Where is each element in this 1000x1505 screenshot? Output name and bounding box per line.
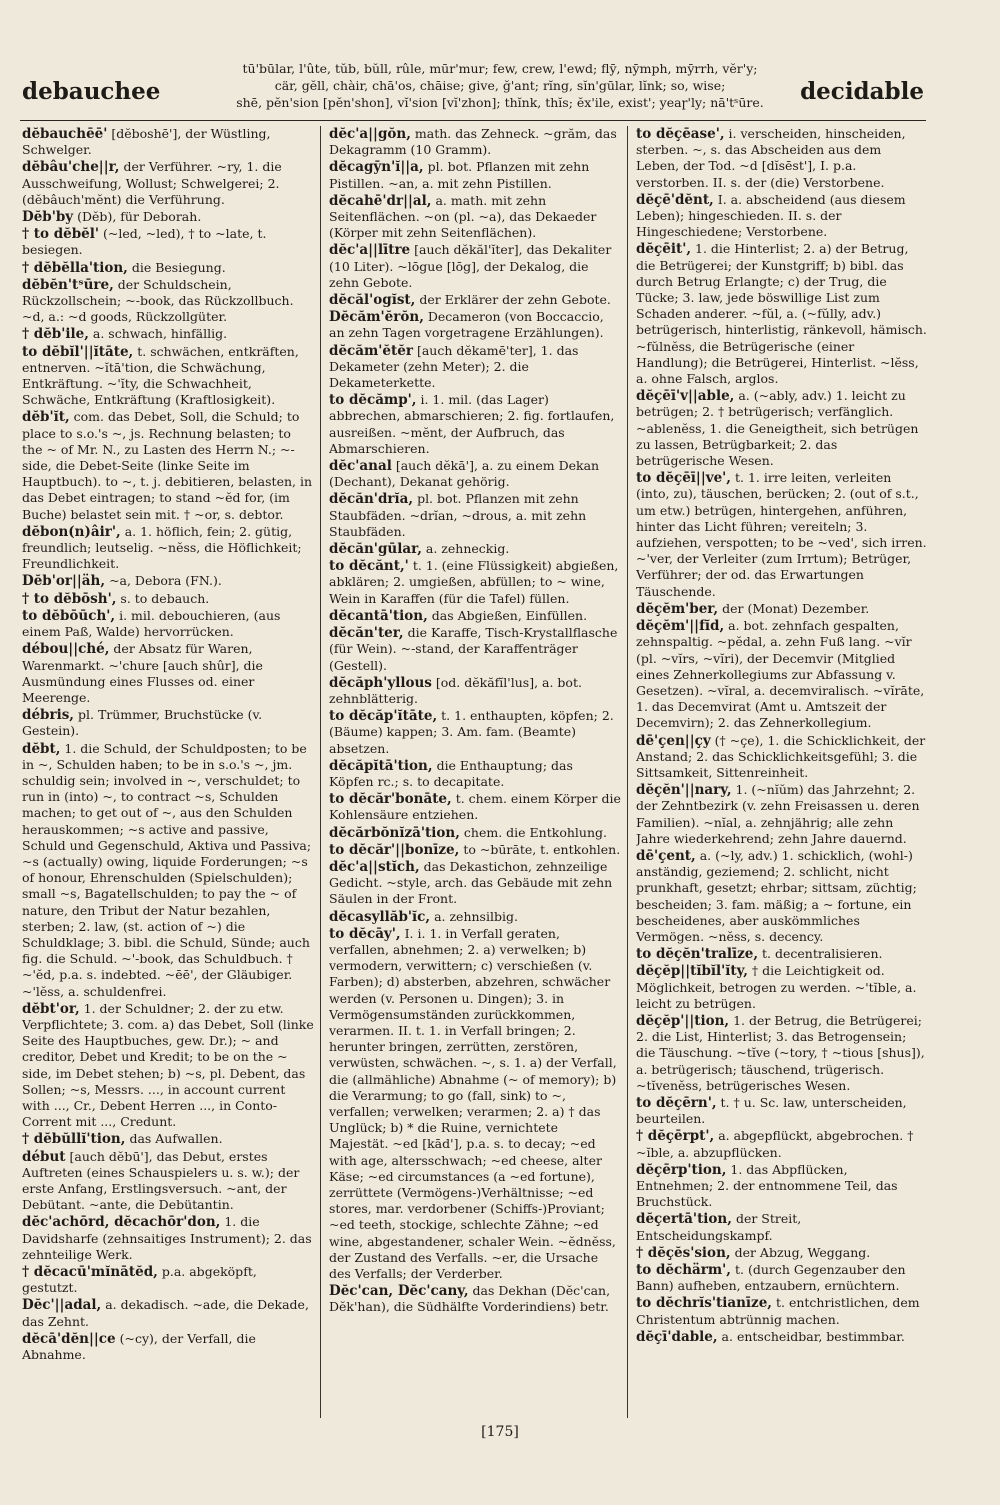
dictionary-entry <box>22 591 314 607</box>
dictionary-entry <box>22 260 314 276</box>
dictionary-entry <box>329 758 621 790</box>
dictionary-entry <box>329 842 621 858</box>
entry-headword: dĕçē'dĕnt, <box>636 191 714 208</box>
entry-definition: pl. Trümmer, Bruchstücke (v. Gestein). <box>22 707 263 739</box>
dictionary-entry <box>329 242 621 291</box>
dictionary-entry <box>636 1262 928 1294</box>
dictionary-entry <box>329 675 621 707</box>
entry-headword: dĕcăn'drĭa, <box>329 491 414 508</box>
dictionary-entry <box>22 1214 314 1263</box>
entry-headword: dĕcagȳn'ĭ||a, <box>329 159 424 176</box>
entry-headword: to dĕcăr'||bonīze, <box>329 841 460 858</box>
entry-headword: dĕçĕp'||tion, <box>636 1012 730 1029</box>
column-3 <box>636 126 928 1426</box>
dictionary-entry <box>22 159 314 208</box>
entry-definition: a. bot. zehnfach gespalten, zehnspaltig. ~pĕdal, a. zehn Fuß lang. ~vĭr (pl. ~vĭrs, ~vĭri), der Decemvir (Mitglied eines Zehnerkollegiums zur Abfassung v. Gesetzen). ~vĭral, a. decemviralisch. ~vĭrāte, 1. das Decemvirat (Amt u. Amtszeit der Decemvirn); 2. das Zehnerkollegium. <box>636 618 925 731</box>
dictionary-entry <box>22 707 314 739</box>
entry-headword: dĕbâu'che||r, <box>22 159 120 176</box>
entry-definition: der Streit, Entscheidungskampf. <box>636 1211 802 1243</box>
entry-definition: [dĕboshē'], der Wüstling, Schwelger. <box>22 126 271 158</box>
entry-headword: débou||ché, <box>22 641 110 658</box>
dictionary-entry <box>329 541 621 557</box>
entry-definition: chem. die Entkohlung. <box>463 824 607 840</box>
entry-headword: Dĕc'can, Dĕc'cany, <box>329 1283 469 1300</box>
dictionary-entry <box>22 277 314 326</box>
dictionary-entry <box>22 608 314 640</box>
entry-headword: dĕbauchēē' <box>22 126 108 142</box>
entry-definition: [od. dĕkăfĭl'lus], a. bot. zehnblätterig. <box>329 674 582 706</box>
entry-headword: dĕcantā'tion, <box>329 607 428 624</box>
dictionary-entry <box>329 292 621 308</box>
entry-headword: début <box>22 1148 66 1165</box>
column-divider <box>627 126 628 1418</box>
dictionary-entry <box>636 601 928 617</box>
entry-definition: t. † u. Sc. law, unterscheiden, beurteilen. <box>636 1094 907 1127</box>
entry-definition: t. (durch Gegenzauber den Bann) aufheben, entzaubern, ernüchtern. <box>636 1262 906 1294</box>
entry-headword: dĕc'achōrd, dĕcachōr'don, <box>22 1214 221 1231</box>
column-2 <box>329 126 621 1426</box>
pronunciation-key-line: cär, gĕll, chàir, chā'os, chāise; give, ğ'ant; rĭng, sĭn'gūlar, lĭnk; so, wise; <box>274 78 726 93</box>
dictionary-entry <box>636 963 928 1012</box>
dictionary-entry <box>329 491 621 540</box>
entry-headword: to dĕçēase', <box>636 126 725 142</box>
entry-definition: die Karaffe, Tisch-Krystallflasche (für Wein). ~-stand, der Karaffenträger (Gestell). <box>329 625 618 673</box>
dictionary-entry <box>329 159 621 191</box>
entry-definition: t. chem. einem Körper die Kohlensäure entziehen. <box>329 791 621 823</box>
entry-definition: ~a, Debora (FN.). <box>109 573 222 589</box>
entry-definition: s. to debauch. <box>120 590 210 606</box>
entry-definition: t. schwächen, entkräften, entnerven. ~ĭtā'tion, die Schwächung, Entkräftung. ~'ĭty, die Schwachheit, Schwäche, Entkräftung (Kraftlosigkeit). <box>22 343 299 408</box>
dictionary-entry <box>636 241 928 387</box>
entry-definition: a. zehnsilbig. <box>434 908 518 924</box>
entry-headword: to dĕçĕn'tralīze, <box>636 946 759 963</box>
pronunciation-key-line: tū'būlar, l'ûte, tŭb, bŭll, rûle, mūr'mur; few, crew, l'ewd; flȳ, nȳmph, mȳrrh, vĕr'y; <box>242 61 758 76</box>
entry-definition: der (Monat) Dezember. <box>722 600 870 616</box>
entry-headword: † dĕbŭllĭ'tion, <box>22 1131 126 1148</box>
dictionary-entry <box>22 524 314 573</box>
entry-headword: dĕcăn'gūlar, <box>329 541 422 558</box>
entry-definition: math. das Zehneck. ~grăm, das Dekagramm (10 Gramm). <box>329 126 617 158</box>
entry-definition: (Dĕb), für Deborah. <box>77 209 202 225</box>
entry-definition: i. verscheiden, hinscheiden, sterben. ~, s. das Abscheiden aus dem Leben, der Tod. ~d [dĭsēst'], I. p.a. verstorben. II. s. der (die) Verstorbene. <box>636 126 906 190</box>
dictionary-entry <box>22 641 314 706</box>
entry-definition: 1. der Schuldner; 2. der zu etw. Verpflichtete; 3. com. a) das Debet, Soll (linke Seite des Hauptbuches, gew. Dr.); ~ and creditor, Debet und Kredit; to be on the ~ side, im Debet stehen; b) ~s, pl. Debent, das Sollen; ~s, Messrs. ..., in account current with ..., Cr., Debent Herren ..., in Conto-Corrent mit ..., Credunt. <box>22 1000 314 1130</box>
entry-headword: dĕçī'dable, <box>636 1328 718 1345</box>
entry-definition: p.a. abgeköpft, gestutzt. <box>22 1264 257 1296</box>
dictionary-entry <box>329 309 621 341</box>
entry-definition: a. (~ly, adv.) 1. schicklich, (wohl-) anständig, geziemend; 2. schlicht, nicht prunkhaft, gesetzt; ehrbar; sittsam, züchtig; bescheiden; 3. fam. mäßig; a ~ fortune, ein bescheidenes, aber auskömmliches Vermögen. ~nĕss, s. decency. <box>636 847 917 944</box>
dictionary-entry <box>329 608 621 624</box>
entry-headword: dĕb'ĭt, <box>22 409 70 426</box>
entry-headword: dĕcărbŏnĭzā'tion, <box>329 824 460 841</box>
dictionary-entry <box>636 126 928 191</box>
page-number: [175] <box>481 1424 519 1440</box>
dictionary-entry <box>636 782 928 847</box>
dictionary-entry <box>636 1095 928 1127</box>
entry-definition: t. entchristlichen, dem Christentum abtrünnig machen. <box>636 1295 920 1327</box>
entry-definition: [auch dĕkamē'ter], 1. das Dekameter (zehn Meter); 2. die Dekameterkette. <box>329 342 579 391</box>
entry-headword: dĕçērp'tion, <box>636 1161 727 1178</box>
entry-definition: a. zehneckig. <box>425 541 510 557</box>
entry-definition: [auch dĕkăl'ĭter], das Dekaliter (10 Liter). ~lōgue [lōg], der Dekalog, die zehn Gebote. <box>329 242 612 290</box>
dictionary-entry <box>329 558 621 607</box>
entry-headword: dĕcăpĭtā'tion, <box>329 757 433 774</box>
dictionary-entry <box>329 909 621 925</box>
entry-headword: dĕçĕm'||fĭd, <box>636 618 725 635</box>
entry-definition: 1. (~nĭŭm) das Jahrzehnt; 2. der Zehntbezirk (v. zehn Freisassen u. deren Familien). ~nĭal, a. zehnjährig; alle zehn Jahre wiederkehrend; zehn Jahre dauernd. <box>636 782 920 846</box>
entry-definition: der Abzug, Weggang. <box>734 1244 871 1260</box>
entry-headword: dĕcā'dĕn||ce <box>22 1330 116 1347</box>
dictionary-entry <box>636 470 928 600</box>
entry-definition: a. 1. höflich, fein; 2. gütig, freundlich; leutselig. ~nĕss, die Höflichkeit; Freundlichkeit. <box>22 523 302 572</box>
dictionary-entry <box>22 409 314 522</box>
entry-definition: to ~būrāte, t. entkohlen. <box>463 841 621 857</box>
entry-headword: dĕc'a||stĭch, <box>329 858 420 875</box>
entry-headword: dĕbĕn'tˢūre, <box>22 276 114 293</box>
entry-definition: die Enthauptung; das Köpfen rc.; s. to decapitate. <box>329 757 573 789</box>
dictionary-entry <box>329 458 621 490</box>
entry-headword: dĕcăn'ter, <box>329 625 404 642</box>
entry-definition: t. decentralisieren. <box>762 946 883 962</box>
entry-definition: der Schuldschein, Rückzollschein; ~-book, das Rückzollbuch. ~d, a.: ~d goods, Rückzollgüter. <box>22 276 294 325</box>
dictionary-entry <box>329 126 621 158</box>
entry-definition: i. mil. debouchieren, (aus einem Paß, Walde) hervorrücken. <box>22 607 281 640</box>
entry-headword: dĕbt'or, <box>22 1000 80 1017</box>
entry-headword: dĕçertā'tion, <box>636 1211 732 1228</box>
dictionary-entry <box>329 392 621 457</box>
entry-definition: der Absatz für Waren, Warenmarkt. ~'chure [auch shûr], die Ausmündung eines Flusses od. einer Meerenge. <box>22 641 263 705</box>
dictionary-entry <box>329 859 621 908</box>
dictionary-entry <box>636 192 928 241</box>
dictionary-entry <box>22 226 314 258</box>
entry-headword: dē'çen||çy <box>636 732 711 749</box>
entry-definition: † die Leichtigkeit od. Möglichkeit, betrogen zu werden. ~'tĭble, a. leicht zu betrügen. <box>636 963 917 1011</box>
entry-definition: 1. die Schuld, der Schuldposten; to be in ~, Schulden haben; to be in s.o.'s ~, jm. schuldig sein; involved in ~, verschuldet; to run in (into) ~, to contract ~s, Schulden machen; to get out of ~, aus den Schulden herauskommen; ~s active and passive, Schuld und Gegenschuld, Aktiva und Passiva; ~s (actually) owing, liquide Forderungen; ~s of honour, Ehrenschulden (Spielschulden); small ~s, Bagatellschulden; to pay the ~ of nature, den Tribut der Natur bezahlen, sterben; 2. law, (st. action of ~) die Schuldklage; 3. bibl. die Schuld, Sünde; auch fig. die Schuld. ~'-book, das Schuldbuch. † ~'ĕd, p.a. s. indebted. ~ēē', der Gläubiger. ~'lĕss, a. schuldenfrei. <box>22 740 312 999</box>
entry-definition: der Verführer. ~ry, 1. die Ausschweifung, Wollust; Schwelgerei; 2. (dĕbâuch'mĕnt) die Verführung. <box>22 159 282 207</box>
dictionary-entry <box>22 573 314 589</box>
entry-headword: to dĕçērn', <box>636 1094 717 1111</box>
dictionary-entry <box>636 946 928 962</box>
entry-headword: to dĕcăr'bonāte, <box>329 791 452 808</box>
entry-definition: com. das Debet, Soll, die Schuld; to place to s.o.'s ~, js. Rechnung belasten; to the ~ of Mr. N., zu Lasten des Herrn N.; ~-side, die Debet-Seite (linke Seite im Hauptbuch). to ~, t. j. debitieren, belasten, in das Debet eintragen; to stand ~ĕd for, (im Buche) belastet sein mit. † ~or, s. debtor. <box>22 409 313 522</box>
entry-headword: dĕcăph'yllous <box>329 674 432 691</box>
dictionary-entry <box>636 1295 928 1327</box>
entry-definition: die Besiegung. <box>131 259 226 275</box>
entry-headword: † dĕçērpt', <box>636 1128 715 1145</box>
dictionary-entry <box>329 708 621 757</box>
entry-headword: to dĕchärm', <box>636 1262 731 1279</box>
dictionary-entry <box>22 1131 314 1147</box>
dictionary-entry <box>329 625 621 674</box>
entry-definition: Decameron (von Boccaccio, an zehn Tagen vorgetragene Erzählungen). <box>329 309 604 341</box>
dictionary-entry <box>636 848 928 945</box>
dictionary-entry <box>22 126 314 158</box>
entry-definition: I. i. 1. in Verfall geraten, verfallen, abnehmen; 2. a) verwelken; b) vermodern, verwittern; c) verschießen (v. Farben); d) absterben, abzehren, schwächer werden (v. Personen u. Dingen); 3. in Vermögensumständen zurückkommen, verarmen. II. t. 1. in Verfall bringen; 2. herunter bringen, zerrütten, zerstören, verwüsten, schwächen. ~, s. 1. a) der Verfall, die (allmähliche) Abnahme (~ of memory); b) die Verarmung; to go (fall, sink) to ~, verfallen; verwelken; verarmen; 2. a) † das Unglück; b) * die Ruine, vernichtete Majestät. ~ed [kād'], p.a. s. to decay; ~ed with age, altersschwach; ~ed cheese, alter Käse; ~ed circumstances (a ~ed fortune), zerrüttete (Vermögens-)Verhältnisse; ~ed stores, mar. verdorbener (Schiffs-)Proviant; ~ed teeth, stockige, schlechte Zähne; ~ed wine, abgestandener, schaler Wein. ~ĕdnĕss, der Zustand des Verfalls. ~er, die Ursache des Verfalls; der Verderber. <box>329 925 617 1282</box>
dictionary-entry <box>636 618 928 731</box>
entry-definition: i. 1. mil. (das Lager) abbrechen, abmarschieren; 2. fig. fortlaufen, ausreißen. ~mĕnt, der Aufbruch, das Abmarschieren. <box>329 392 615 456</box>
entry-definition: t. 1. enthaupten, köpfen; 2. (Bäume) kappen; 3. Am. fam. (Beamte) absetzen. <box>329 708 614 756</box>
entry-headword: † dĕb'ile, <box>22 326 89 343</box>
entry-headword: dĕc'anal <box>329 458 392 475</box>
entry-headword: to dĕçēī||ve', <box>636 470 731 487</box>
dictionary-entry <box>22 741 314 1000</box>
entry-headword: dĕc'a||lītre <box>329 242 411 259</box>
entry-definition: 1. die Davidsharfe (zehnsaitiges Instrument); 2. das zehnteilige Werk. <box>22 1214 312 1262</box>
dictionary-entry <box>22 1264 314 1296</box>
entry-headword: to dĕcănt,' <box>329 558 409 575</box>
dictionary-entry <box>329 193 621 242</box>
dictionary-entry <box>22 344 314 409</box>
running-head-left: debauchee <box>22 78 161 105</box>
pronunciation-key <box>200 60 800 111</box>
entry-definition: a. entscheidbar, bestimmbar. <box>721 1328 905 1344</box>
entry-headword: dĕçĕn'||nary, <box>636 782 732 799</box>
entry-definition: das Dekastichon, zehnzeilige Gedicht. ~style, arch. das Gebäude mit zehn Säulen in der Front. <box>329 858 613 907</box>
pronunciation-key-line: shē, pĕn'sion [pĕn'shon], vĭ'sion [vĭ'zhon]; thĭnk, thĭs; ĕx'ile, exist'; yeaɼ'ly; nā'tˢūre. <box>236 95 764 110</box>
header-rule <box>20 120 926 121</box>
entry-headword: dĕçēī'v||able, <box>636 388 735 405</box>
column-divider <box>320 126 321 1418</box>
dictionary-entry <box>636 1162 928 1211</box>
entry-headword: † dĕbĕlla'tion, <box>22 259 128 276</box>
entry-headword: dĕbon(n)âir', <box>22 523 121 540</box>
entry-headword: to dĕcāy', <box>329 925 401 942</box>
entry-headword: † dĕçĕs'sion, <box>636 1244 731 1261</box>
dictionary-entry <box>22 209 314 225</box>
entry-definition: a. abgepflückt, abgebrochen. † ~ĭble, a. abzupflücken. <box>636 1128 914 1160</box>
dictionary-entry <box>22 1149 314 1214</box>
entry-headword: Dĕb'by <box>22 209 74 226</box>
entry-definition: I. a. abscheidend (aus diesem Leben); hingeschieden. II. s. der Hingeschiedene; Verstorbene. <box>636 191 906 240</box>
entry-headword: dĕc'a||gŏn, <box>329 126 411 142</box>
entry-headword: to dĕcămp', <box>329 392 417 409</box>
dictionary-entry <box>329 825 621 841</box>
entry-definition: das Aufwallen. <box>129 1131 223 1147</box>
entry-headword: to dĕbōūch', <box>22 607 116 624</box>
dictionary-entry <box>329 343 621 392</box>
dictionary-entry <box>329 791 621 823</box>
entry-headword: dĕcăl'ogĭst, <box>329 292 416 309</box>
column-1 <box>22 126 314 1426</box>
dictionary-entry <box>22 1001 314 1131</box>
dictionary-entry <box>636 1245 928 1261</box>
entry-definition: (~led, ~led), † to ~late, t. besiegen. <box>22 226 267 258</box>
entry-definition: das Abgießen, Einfüllen. <box>431 607 588 623</box>
dictionary-entry <box>329 1283 621 1315</box>
entry-headword: dē'çent, <box>636 847 696 864</box>
entry-headword: Dĕcăm'ĕrŏn, <box>329 309 424 326</box>
entry-headword: † to dĕbōsh', <box>22 590 117 607</box>
dictionary-entry <box>636 1211 928 1243</box>
entry-headword: to dĕchrĭs'tianīze, <box>636 1295 772 1312</box>
entry-definition: 1. die Hinterlist; 2. a) der Betrug, die Betrügerei; der Kunstgriff; b) bibl. das durch Betrug Erlangte; c) der Trug, die Tücke; 3. law, jede böswillige List zum Schaden anderer. ~fŭl, a. (~fŭlly, adv.) betrügerisch, hinterlistig, ränkevoll, hämisch. ~fŭlnĕss, die Betrügerische (einer Handlung); die Betrügerei, Hinterlist. ~lĕss, a. ohne Falsch, arglos. <box>636 241 927 387</box>
entry-definition: der Erklärer der zehn Gebote. <box>419 292 611 308</box>
dictionary-entry <box>636 733 928 782</box>
entry-definition: 1. der Betrug, die Betrügerei; 2. die List, Hinterlist; 3. das Betrogensein; die Täuschung. ~tĭve (~tory, † ~tious [shus]), a. betrügerisch; täuschend, trügerisch. ~tĭvenĕss, betrügerisches Wesen. <box>636 1012 925 1093</box>
entry-definition: pl. bot. Pflanzen mit zehn Staubfäden. ~drĭan, ~drous, a. mit zehn Staubfäden. <box>329 491 587 539</box>
entry-definition: (~cy), der Verfall, die Abnahme. <box>22 1330 256 1363</box>
dictionary-entry <box>636 388 928 469</box>
dictionary-entry <box>22 326 314 342</box>
entry-headword: dĕçĕp||tĭbĭl'ĭty, <box>636 963 748 980</box>
entry-definition: († ~çe), 1. die Schicklichkeit, der Anstand; 2. das Schicklichkeitsgefühl; 3. die Sittsamkeit, Sittenreinheit. <box>636 732 926 780</box>
dictionary-entry <box>636 1013 928 1094</box>
entry-headword: Dĕc'||adal, <box>22 1297 102 1314</box>
entry-definition: a. (~ably, adv.) 1. leicht zu betrügen; 2. † betrügerisch; verfänglich. ~ablenĕss, 1. die Geneigtheit, sich betrügen zu lassen, Betrügbarkeit; 2. das betrügerische Wesen. <box>636 388 919 469</box>
entry-definition: a. schwach, hinfällig. <box>92 326 228 342</box>
entry-headword: to dĕcăp'ĭtāte, <box>329 708 438 725</box>
entry-headword: to dĕbĭl'||ĭtāte, <box>22 343 134 360</box>
entry-definition: t. 1. (eine Flüssigkeit) abgießen, abklären; 2. umgießen, abfüllen; to ~ wine, Wein in Karaffen (für die Tafel) füllen. <box>329 558 619 606</box>
entry-definition: a. math. mit zehn Seitenflächen. ~on (pl. ~a), das Dekaeder (Körper mit zehn Seitenflächen). <box>329 192 597 241</box>
dictionary-entry <box>636 1329 928 1345</box>
entry-definition: a. dekadisch. ~ade, die Dekade, das Zehnt. <box>22 1297 309 1329</box>
entry-headword: dĕçēit', <box>636 241 692 258</box>
entry-headword: dĕbt, <box>22 740 61 757</box>
entry-headword: dĕcasyllăb'ĭc, <box>329 908 431 925</box>
running-head-right: decidable <box>800 78 924 105</box>
entry-definition: [auch dĕbū'], das Debut, erstes Auftreten (eines Schauspielers u. s. w.); der erste Anfang, Erstlingsversuch. ~ant, der Debütant. ~ante, die Debütantin. <box>22 1148 300 1213</box>
entry-definition: pl. bot. Pflanzen mit zehn Pistillen. ~an, a. mit zehn Pistillen. <box>329 159 590 191</box>
entry-headword: débris, <box>22 707 75 724</box>
dictionary-entry <box>22 1331 314 1363</box>
dictionary-entry <box>636 1128 928 1160</box>
entry-definition: das Dekhan (Dĕc'can, Dĕk'han), die Südhälfte Vorderindiens) betr. <box>329 1283 611 1315</box>
entry-definition: [auch dĕkā'], a. zu einem Dekan (Dechant), Dekanat gehörig. <box>329 458 600 490</box>
entry-headword: Dĕb'or||äh, <box>22 573 106 590</box>
entry-definition: t. 1. irre leiten, verleiten (into, zu), täuschen, berücken; 2. (out of s.t., um etw.) betrügen, hintergehen, anführen, hinter das Licht führen; vereiteln; 3. aufziehen, verspotten; to be ~ved', sich irren. ~'ver, der Verleiter (zum Irrtum); Betrüger, Verführer; der od. das Erwartungen Täuschende. <box>636 470 927 599</box>
entry-headword: dĕcahē'dr||al, <box>329 192 432 209</box>
entry-headword: † to dĕbĕl' <box>22 226 100 243</box>
entry-headword: dĕçĕm'ber, <box>636 600 719 617</box>
entry-headword: † dĕcacū'mĭnātĕd, <box>22 1264 158 1281</box>
entry-definition: 1. das Abpflücken, Entnehmen; 2. der entnommene Teil, das Bruchstück. <box>636 1161 898 1210</box>
entry-headword: dĕcăm'ĕtĕr <box>329 342 413 359</box>
dictionary-entry <box>22 1297 314 1329</box>
dictionary-entry <box>329 926 621 1282</box>
